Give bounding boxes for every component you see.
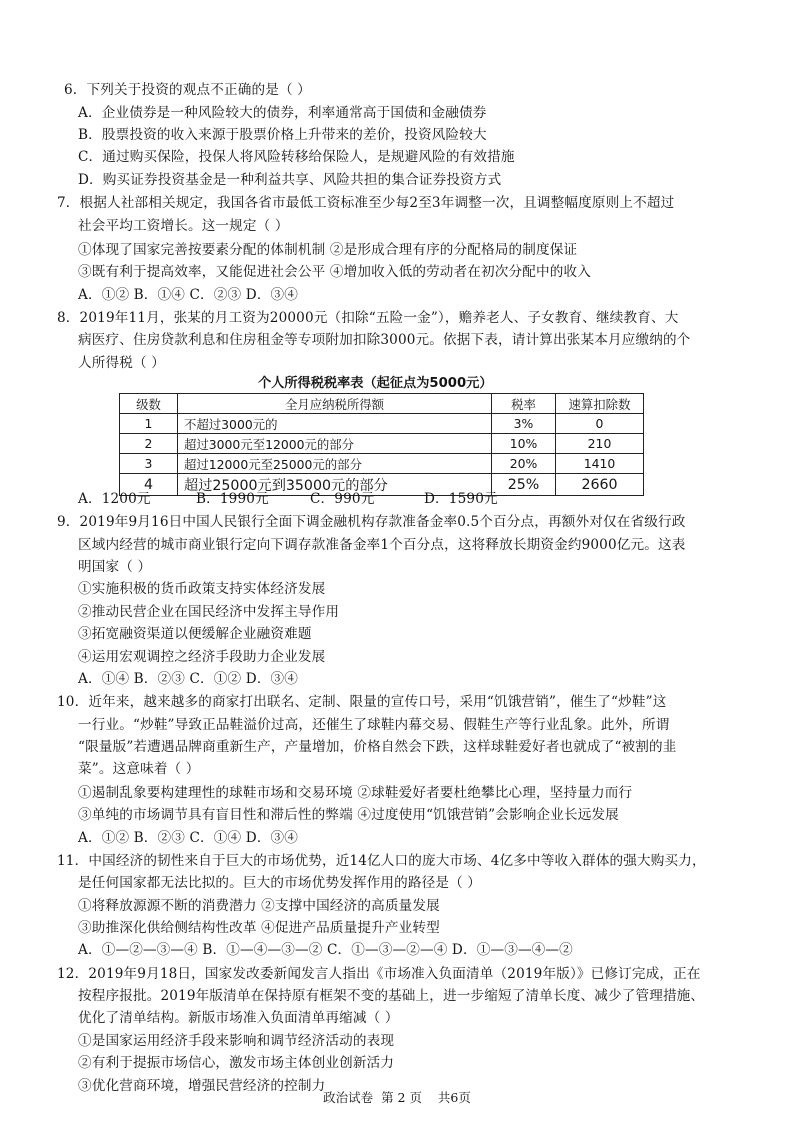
question-11-statement: ③助推深化供给侧结构性改革 ④促进产品质量提升产业转型: [78, 920, 440, 936]
question-7-stem: 社会平均工资增长。这一规定（ ）: [78, 218, 289, 234]
question-6-option-b: B．股票投资的收入来源于股票价格上升带来的差价，投资风险较大: [78, 127, 487, 143]
question-8-option-a: A．1200元: [78, 491, 151, 507]
tax-rate-table: [119, 393, 644, 496]
question-11-stem: 11．中国经济的韧性来自于巨大的市场优势，近14亿人口的庞大市场、4亿多中等收入群体的强大购买力，: [57, 853, 706, 869]
question-6-option-d: D．购买证券投资基金是一种利益共享、风险共担的集合证券投资方式: [78, 172, 502, 188]
table-header-cell: 速算扣除数: [556, 394, 644, 414]
table-cell: 超过25000元到35000元的部分: [178, 474, 492, 496]
table-cell: 超过12000元至25000元的部分: [178, 454, 492, 474]
question-9-statement: ②推动民营企业在国民经济中发挥主导作用: [78, 604, 340, 620]
question-12-stem: 按程序报批。2019年版清单在保持原有框架不变的基础上，进一步缩短了清单长度、减少了管理措施、: [78, 988, 705, 1004]
table-header-row: [120, 394, 644, 414]
question-7-statement: ③既有利于提高效率，又能促进社会公平 ④增加收入低的劳动者在初次分配中的收入: [78, 264, 591, 280]
question-12-statement: ②有利于提振市场信心，激发市场主体创业创新活力: [78, 1055, 395, 1071]
question-8-option-c: C．990元: [310, 491, 375, 507]
table-header-cell: 全月应纳税所得额: [178, 394, 492, 414]
question-9-statement: ③拓宽融资渠道以便缓解企业融资难题: [78, 626, 312, 642]
table-cell: 1410: [556, 454, 644, 474]
question-12-statement: ③优化营商环境，增强民营经济的控制力: [78, 1078, 326, 1094]
question-10-stem: “限量版”若遭遇品牌商重新生产，产量增加，价格自然会下跌，这样球鞋爱好者也就成了“被割的韭: [78, 739, 677, 755]
question-10-stem: 菜”。这意味着（ ）: [78, 761, 200, 777]
question-6-option-c: C．通过购买保险，投保人将风险转移给保险人，是规避风险的有效措施: [78, 149, 515, 165]
table-cell: 210: [556, 434, 644, 454]
table-cell: 2: [120, 434, 178, 454]
tax-table-title: 个人所得税税率表（起征点为5000元）: [258, 376, 493, 391]
question-6-option-a: A．企业债券是一种风险较大的债券，利率通常高于国债和金融债券: [78, 105, 487, 121]
table-cell: 超过3000元至12000元的部分: [178, 434, 492, 454]
table-cell: 3%: [492, 414, 556, 434]
question-8-stem: 8．2019年11月，张某的月工资为20000元（扣除“五险一金”），赡养老人、子女教育、继续教育、大: [57, 310, 679, 326]
question-8-option-d: D．1590元: [424, 491, 498, 507]
table-cell: 1: [120, 414, 178, 434]
question-9-stem: 明国家（ ）: [78, 559, 152, 575]
table-row: [120, 434, 644, 454]
question-9-options: A．①④ B．②③ C．①② D．③④: [78, 671, 299, 687]
question-9-statement: ④运用宏观调控之经济手段助力企业发展: [78, 649, 326, 665]
question-8-stem: 病医疗、住房贷款利息和住房租金等专项附加扣除3000元。依据下表，请计算出张某本月应缴纳的个: [78, 332, 691, 348]
question-12-stem: 优化了清单结构。新版市场准入负面清单再缩减（ ）: [78, 1010, 399, 1026]
table-cell: 25%: [492, 474, 556, 496]
table-cell: 不超过3000元的: [178, 414, 492, 434]
question-9-stem: 9．2019年9月16日中国人民银行全面下调金融机构存款准备金率0.5个百分点，再额外对仅在省级行政: [57, 514, 686, 530]
table-row: [120, 454, 644, 474]
table-cell: 3: [120, 454, 178, 474]
question-9-stem: 区域内经营的城市商业银行定向下调存款准备金率1个百分点，这将释放长期资金约9000亿元。这表: [78, 537, 686, 553]
question-8-stem: 人所得税（ ）: [78, 355, 165, 371]
table-cell: 4: [120, 474, 178, 496]
question-6-stem: 6．下列关于投资的观点不正确的是（ ）: [64, 82, 311, 98]
page-footer: 政治试卷 第 2 页 共6页: [323, 1090, 471, 1105]
question-7-statement: ①体现了国家完善按要素分配的体制机制 ②是形成合理有序的分配格局的制度保证: [78, 242, 578, 258]
question-7-options: A．①② B．①④ C．②③ D．③④: [78, 287, 299, 303]
question-10-stem: 10．近年来，越来越多的商家打出联名、定制、限量的宣传口号，采用“饥饿营销”，催生了“炒鞋”这: [57, 694, 667, 710]
table-cell: 20%: [492, 454, 556, 474]
table-header-cell: 税率: [492, 394, 556, 414]
question-12-statement: ①是国家运用经济手段来影响和调节经济活动的表现: [78, 1033, 395, 1049]
question-10-statement: ①遏制乱象要构建理性的球鞋市场和交易环境 ②球鞋爱好者要杜绝攀比心理，坚持量力而行: [78, 785, 633, 801]
question-11-statement: ①将释放源源不断的消费潜力 ②支撑中国经济的高质量发展: [78, 898, 440, 914]
question-12-stem: 12．2019年9月18日，国家发改委新闻发言人指出《市场准入负面清单（2019年版）》已修订完成，正在: [57, 966, 701, 982]
question-10-stem: 一行业。“炒鞋”导致正品鞋溢价过高，还催生了球鞋内幕交易、假鞋生产等行业乱象。此外，所谓: [78, 717, 670, 733]
table-header-cell: 级数: [120, 394, 178, 414]
question-7-stem: 7．根据人社部相关规定，我国各省市最低工资标准至少每2至3年调整一次，且调整幅度原则上不超过: [57, 195, 675, 211]
table-row: [120, 414, 644, 434]
table-cell: 2660: [556, 474, 644, 496]
question-11-stem: 是任何国家都无法比拟的。巨大的市场优势发挥作用的路径是（ ）: [78, 875, 482, 891]
question-8-option-b: B．1990元: [196, 491, 269, 507]
question-9-statement: ①实施积极的货币政策支持实体经济发展: [78, 581, 326, 597]
question-10-options: A．①② B．②③ C．①④ D．③④: [78, 830, 299, 846]
question-10-statement: ③单纯的市场调节具有盲目性和滞后性的弊端 ④过度使用“饥饿营销”会影响企业长远发展: [78, 807, 619, 823]
question-11-options: A．①—②—③—④ B．①—④—③—② C．①—③—②—④ D．①—③—④—②: [78, 942, 573, 958]
table-cell: 10%: [492, 434, 556, 454]
table-cell: 0: [556, 414, 644, 434]
